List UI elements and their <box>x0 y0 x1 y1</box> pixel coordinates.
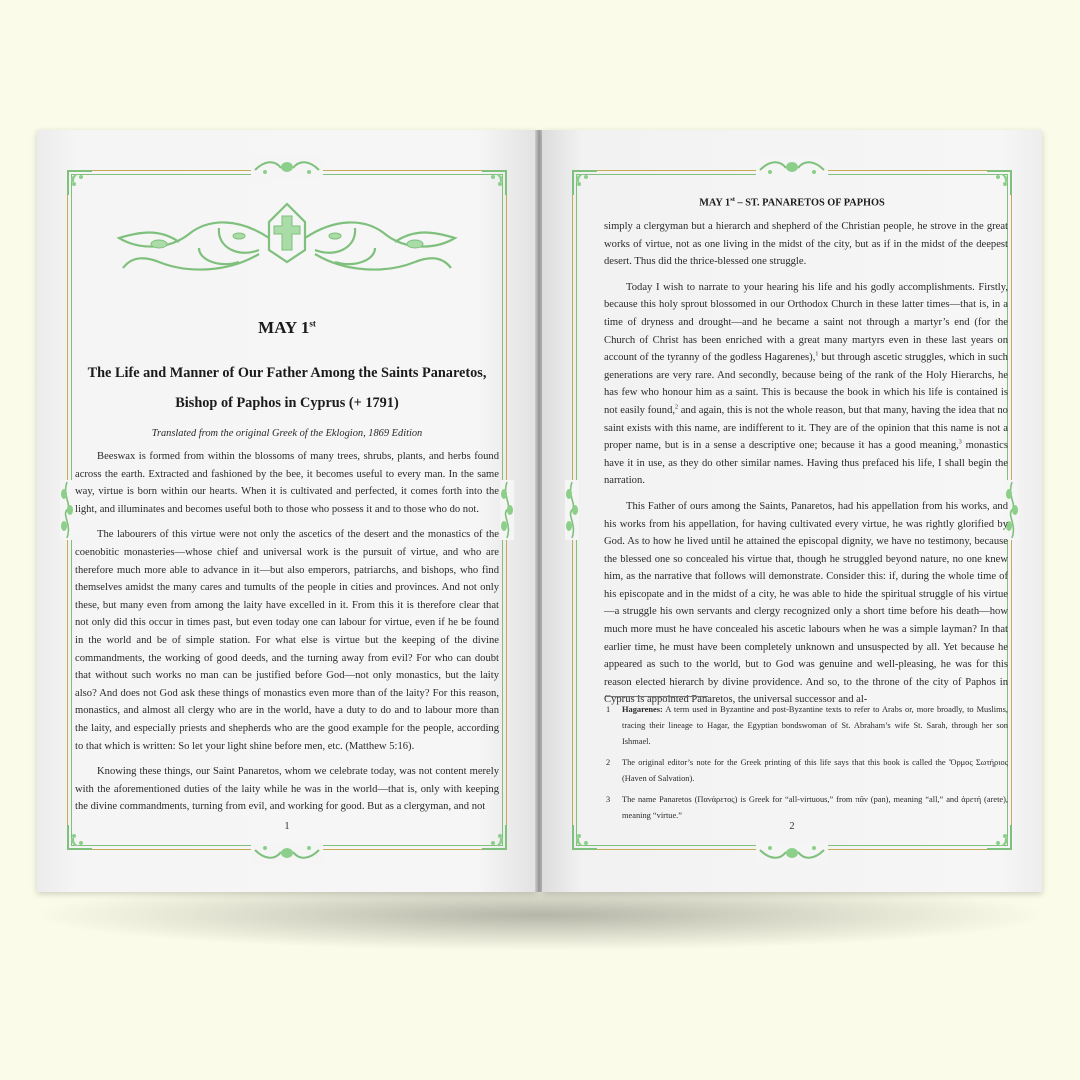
body-text <box>604 218 1008 717</box>
footnote: 3 The name Panaretos (Πανάρετος) is Greek for “all-virtuous,” from πᾶν (pan), meaning “all,” and ἀρετή (arete), meaning “virtue.” <box>606 795 1008 820</box>
body-text <box>75 448 499 824</box>
bottom-flourish-icon <box>756 842 828 864</box>
corner-flourish-icon <box>65 168 95 198</box>
chapter-title <box>57 358 517 418</box>
footnote: 2 The original editor’s note for the Greek printing of this life says that this book is called the Ὅρμος Σωτήριος (Haven of Salvation). <box>606 758 1008 783</box>
paragraph: Beeswax is formed from within the blossoms of many trees, shrubs, plants, and herbs found across the earth. Extracted and fashioned by the bee, it becomes useful to every man. In the same way, virtue is born within our hearts. When it is cultivated and perfected, it comes forth into the light, and illuminates and becomes useful both to those who possess it and to those who do not. <box>75 451 499 515</box>
top-flourish-icon <box>251 156 323 178</box>
footnote-ref[interactable]: 1 <box>815 351 819 358</box>
footnotes <box>606 702 1008 829</box>
left-page <box>37 130 537 892</box>
cross-ornament-icon <box>99 198 475 282</box>
corner-flourish-icon <box>984 168 1014 198</box>
side-vine-icon <box>565 480 579 540</box>
corner-flourish-icon <box>479 168 509 198</box>
side-vine-icon <box>500 480 514 540</box>
footnote-ref[interactable]: 2 <box>675 404 679 411</box>
top-flourish-icon <box>756 156 828 178</box>
title-line: The Life and Manner of Our Father Among the Saints Panaretos, <box>87 365 487 381</box>
page-number: 1 <box>284 821 290 832</box>
footnote-divider <box>606 696 708 697</box>
translation-note: Translated from the original Greek of the Eklogion, 1869 Edition <box>151 428 423 439</box>
page-number: 2 <box>789 821 795 832</box>
title-line: Bishop of Paphos in Cyprus (+ 1791) <box>175 395 399 411</box>
paragraph: Today I wish to narrate to your hearing his life and his godly accomplishments. Firstly, because this holy sprout blossomed in our Orthodox Church in these latter times—that is, in a time of dryness and drought—and he became a saint not through a martyr’s end (for the Church of Christ has been enriched with a great many martyrs even in these last years on account of the tyranny of the godless Hagarenes),$^1$ but through ascetic struggles, which in such generations are very rare. And secondly, because being of the rank of the Holy Hierarchs, he has few who honour him as a saint. This is because the book in which his life is contained is not easily found,$^2$ and again, this is not the whole reason, but that many, having the idea that no saint exists with this name, are indifferent to it. They are of the opinion that this name is not a proper name, but is in a sense a descriptive one; because it has a good meaning,$^3$ monastics have it in use, as they do other similar names. Having thus prefaced his life, I shall begin the narration. <box>604 281 1008 487</box>
side-vine-icon <box>60 480 74 540</box>
bottom-flourish-icon <box>251 842 323 864</box>
paragraph: simply a clergyman but a hierarch and shepherd of the Christian people, he strove in the great works of virtue, not as one living in the midst of the city, but as if in the midst of the deepest desert. Thus did the thrice-blessed one struggle. <box>604 221 1008 268</box>
paragraph: The labourers of this virtue were not only the ascetics of the desert and the monastics of the coenobitic monasteries—whose chief and universal work is the pursuit of virtue, and who are therefore much more able to advance in it—but also emperors, patriarchs, and bishops, who find themselves amidst the many cares and tumults of the people in cities and provinces. And not only these, but many even from among the laity have excelled in it. From this it is therefore clear that not only did this occur in times past, but even today one can labour for virtue, even if he be found in the world and be of simple station. For what else is virtue but the keeping of the divine commandments, the working of good deeds, and the turning away from evil? For who can doubt that without such works no man can be justified before God—not only monastics, but the laity also? And does not God ask these things of monastics even more than of the laity? For this reason, monastics, and almost all clergy who are in the world, have a duty to do and to labour more than the laity, and especially priests and shepherds who are the good example for the people, according to that which is written: So let your light shine before men, etc. (Matthew 5:16). <box>75 529 499 752</box>
corner-flourish-icon <box>570 168 600 198</box>
running-head: MAY 1st – ST. PANARETOS OF PAPHOS <box>699 196 885 209</box>
paragraph: Knowing these things, our Saint Panaretos, whom we celebrate today, was not content merely with the aforementioned duties of the laity while he was in the world—that is, only with keeping the divine commandments, turning from evil, and working for good. But as a clergyman, and not <box>75 766 499 813</box>
footnote: 1 Hagarenes: A term used in Byzantine and post-Byzantine texts to refer to Arabs or, more broadly, to Muslims, tracing their lineage to Hagar, the Egyptian bondswoman of St. Abraham’s wife St. Sarah, through her son Ishmael. <box>606 705 1008 746</box>
right-page <box>542 130 1042 892</box>
footnote-ref[interactable]: 3 <box>958 439 962 446</box>
page-title: MAY 1st <box>258 318 316 337</box>
paragraph: This Father of ours among the Saints, Panaretos, had his appellation from his works, and his works from his appellation, for having cultivated every virtue, he was rightly glorified by God. As to how he lived until he attained the episcopal dignity, we have no testimony, because the blessed one so concealed his virtue that, though he struggled beyond nature, no one knew him, as the narrative that follows will demonstrate. Consider this: if, during the whole time of his episcopate and in the midst of a city, he was able to hide the spiritual struggle of his virtue—a struggle his own servants and clergy recognized only a short time before his death—how much more must he have concealed his ascetic labours when he was a simple layman? In that earlier time, he must have been completely unknown and unsuspected by all. Yet because he appeared as such to the world, but to God was genuine and well-pleasing, he was for this reason elected hierarch by divine providence. And so, to the throne of the city of Paphos in Cyprus is appointed Panaretos, the universal successor and al- <box>604 500 1008 706</box>
